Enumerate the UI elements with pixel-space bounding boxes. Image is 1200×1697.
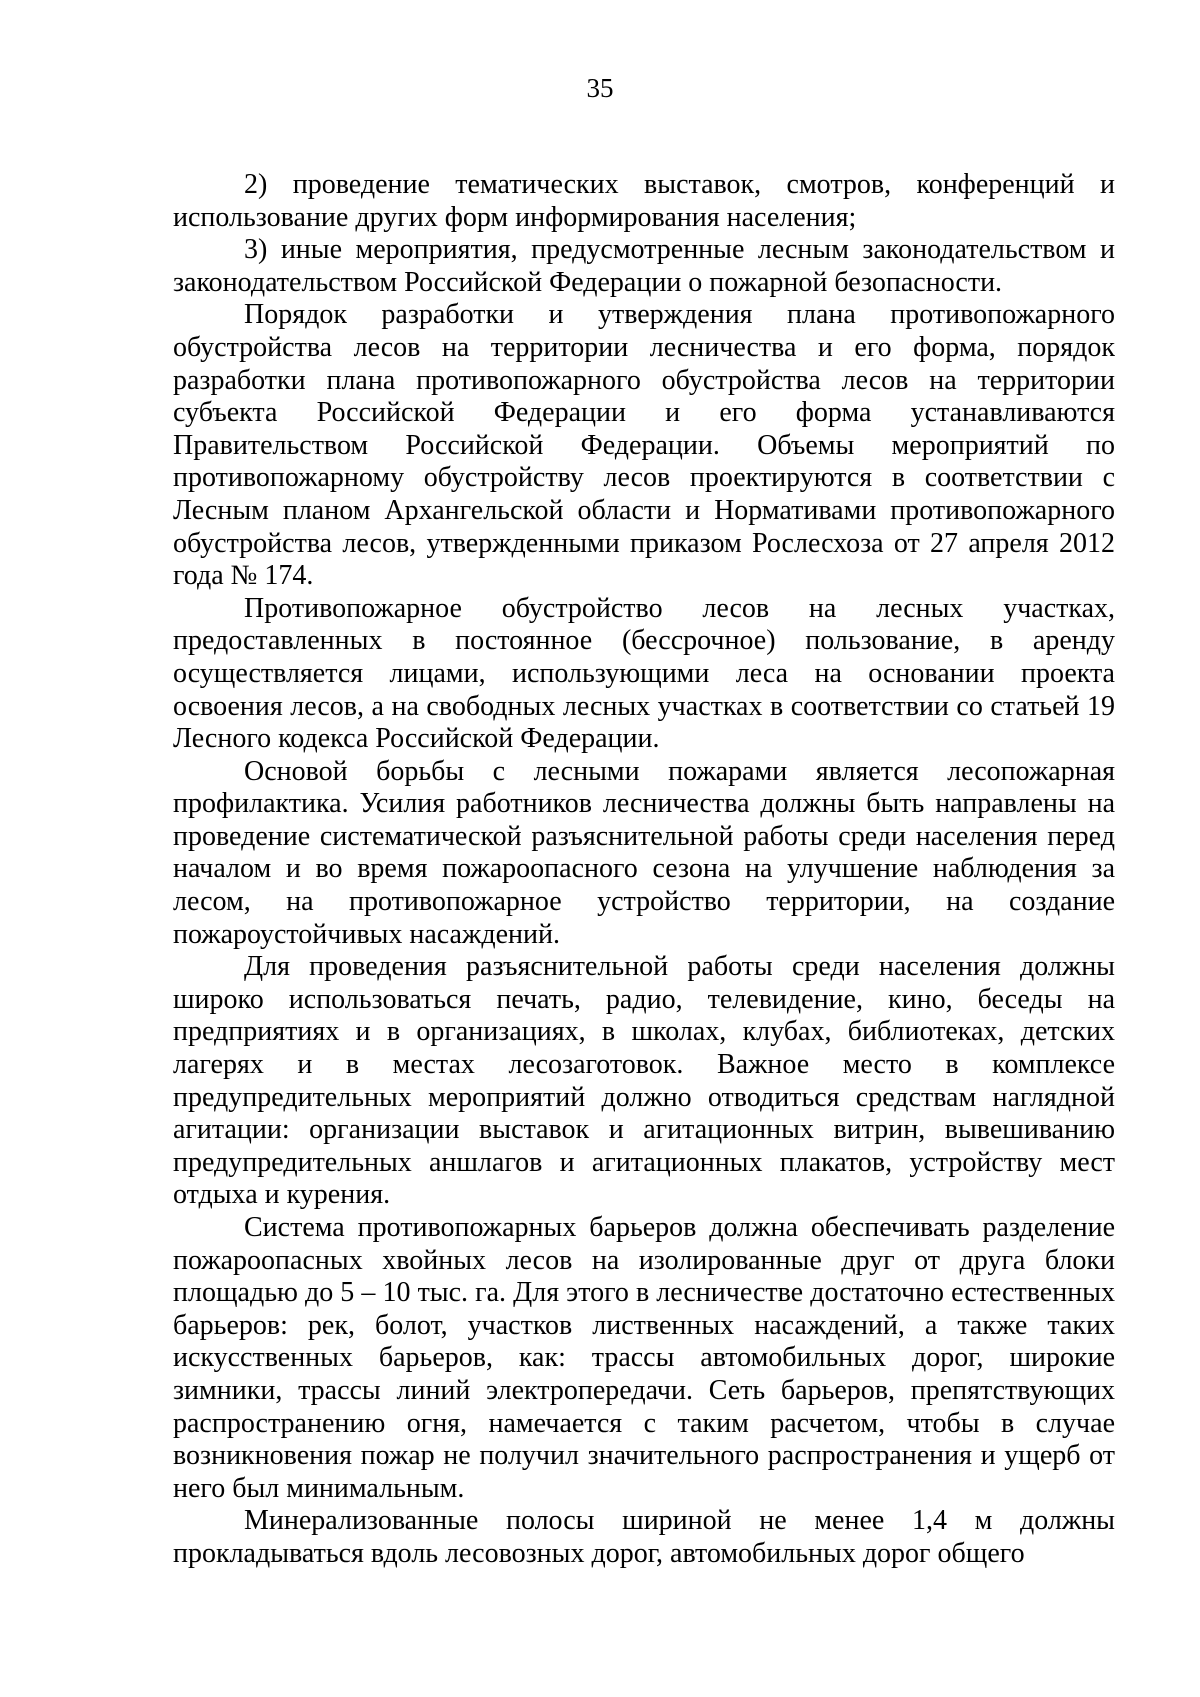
paragraph-item-3: 3) иные мероприятия, предусмотренные лесным законодательством и законодательством Российской Федерации о пожарной безопасности. xyxy=(173,234,1115,298)
paragraph-fire-arrangement-plots: Противопожарное обустройство лесов на лесных участках, предоставленных в постоянное (бессрочное) пользование, в аренду осуществляется лицами, использующими леса на основании проекта освоения лесов, а на свободных лесных участках в соответствии со статьей 19 Лесного кодекса Российской Федерации. xyxy=(173,592,1115,755)
paragraph-fire-barriers: Система противопожарных барьеров должна обеспечивать разделение пожароопасных хвойных лесов на изолированные друг от друга блоки площадью до 5 – 10 тыс. га. Для этого в лесничестве достаточно естественных барьеров: рек, болот, участков лиственных насаждений, а также таких искусственных барьеров, как: трассы автомобильных дорог, широкие зимники, трассы линий электропередачи. Сеть барьеров, препятствующих распространению огня, намечается с таким расчетом, чтобы в случае возникновения пожар не получил значительного распространения и ущерб от него был минимальным. xyxy=(173,1212,1115,1504)
paragraph-fire-plan-order: Порядок разработки и утверждения плана противопожарного обустройства лесов на территории лесничества и его форма, порядок разработки плана противопожарного обустройства лесов на территории субъекта Российской Федерации и его форма устанавливаются Правительством Российской Федерации. Объемы мероприятий по противопожарному обустройству лесов проектируются в соответствии с Лесным планом Архангельской области и Нормативами противопожарного обустройства лесов, утвержденными приказом Рослесхоза от 27 апреля 2012 года № 174. xyxy=(173,299,1115,592)
paragraph-fire-prevention: Основой борьбы с лесными пожарами является лесопожарная профилактика. Усилия работников лесничества должны быть направлены на проведение систематической разъяснительной работы среди населения перед началом и во время пожароопасного сезона на улучшение наблюдения за лесом, на противопожарное устройство территории, на создание пожароустойчивых насаждений. xyxy=(173,755,1115,950)
page-number: 35 xyxy=(586,73,614,103)
paragraph-mineralized-strips: Минерализованные полосы шириной не менее 1,4 м должны прокладываться вдоль лесовозных дорог, автомобильных дорог общего xyxy=(173,1505,1115,1569)
document-body xyxy=(173,169,1115,1571)
paragraph-outreach-work: Для проведения разъяснительной работы среди населения должны широко использоваться печать, радио, телевидение, кино, беседы на предприятиях и в организациях, в школах, клубах, библиотеках, детских лагерях и в местах лесозаготовок. Важное место в комплексе предупредительных мероприятий должно отводиться средствам наглядной агитации: организации выставок и агитационных витрин, вывешиванию предупредительных аншлагов и агитационных плакатов, устройству мест отдыха и курения. xyxy=(173,951,1115,1211)
paragraph-item-2: 2) проведение тематических выставок, смотров, конференций и использование других форм информирования населения; xyxy=(173,169,1115,233)
